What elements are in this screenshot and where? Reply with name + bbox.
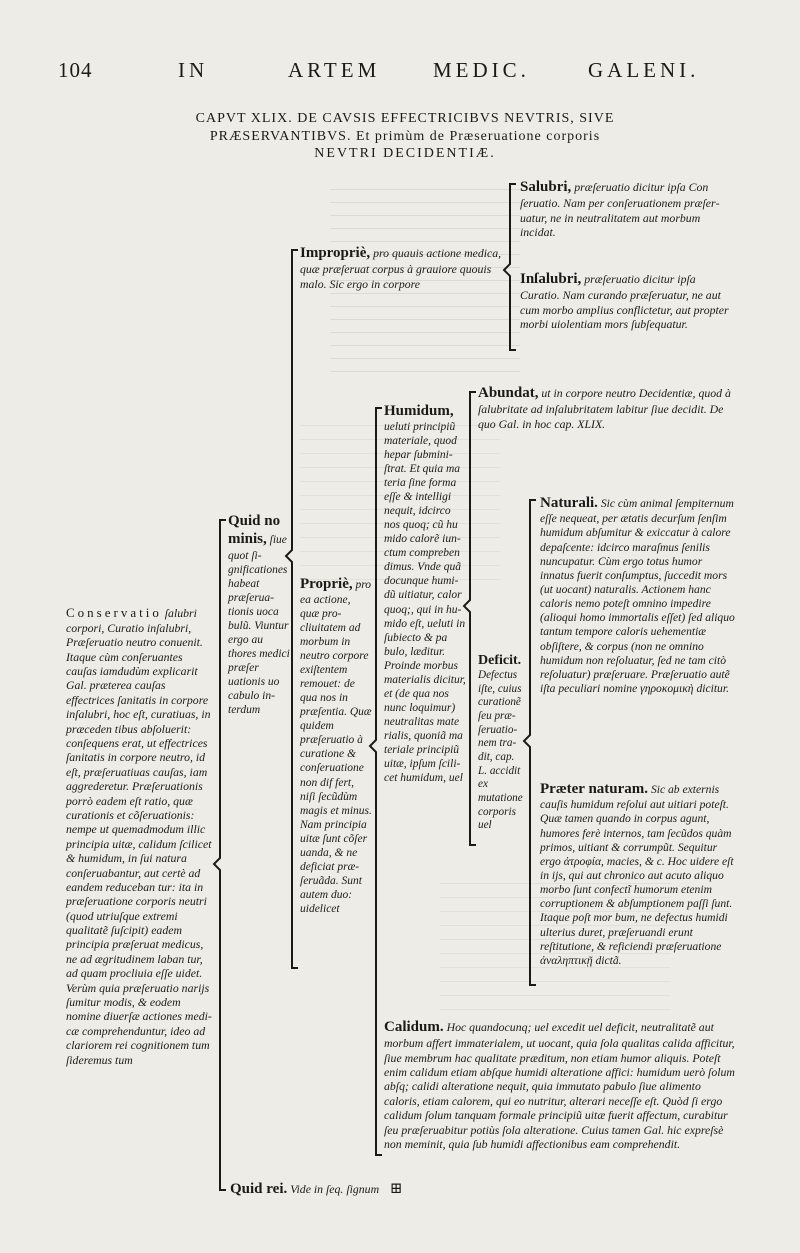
block-text: ſalubri corpori, Curatio inſalubri, Præſeruatio neutro conuenit. Itaque cùm conſeruantes cauſas iamdudùm explicarit Gal. præterea cauſas effectrices ſanitatis in corpore inſalubri, hoc eſt, curatiuas, in præceden tibus abſoluerit: conſequens erat, ut effectrices ſanitatis in corpore neutro, id eſt, præſeruatiuas cauſas, iam aggrederetur. Præſeruationis porrò eadem eſt ratio, quæ curationis et cõſeruationis: nempe ut quemadmodum illic principia uitæ, calidum ſcilicet & humidum, in ſui natura conſeruabantur, aut certè ad eandem reduceban tur: ita in præſeruatione corporis neutri (quod utriuſque extremi qualitatẽ ſuſcipit) eadem principia præſeruat medicus, ne ad ægritudinem laban tur, ad quam procliuia eſſe uidet. Verùm quia præſeruatio narijs ſumitur modis, & eodem nomine diuerſæ actiones medicæ comprehenduntur, ideo ad clariorem rei cognitionem tum ſideremus tum xyxy=(66,606,212,1067)
block-head: Naturali. xyxy=(540,495,598,511)
block-text: ut in corpore neutro Decidentiæ, quod à ſalubritate ad inſalubritatem labitur ſiue decidit. De quo Gal. in hoc cap. XLIX. xyxy=(478,386,731,431)
block-head: Humidum, xyxy=(384,403,454,419)
chapter-title-line: CAPVT XLIX. DE CAVSIS EFFECTRICIBVS NEVTRIS, SIVE xyxy=(195,111,615,126)
quid-rei-block xyxy=(230,1180,490,1198)
proprie-block xyxy=(300,575,372,916)
chapter-title-line: PRÆSERVANTIBVS. Et primùm de Præseruatione corporis xyxy=(209,128,601,144)
block-head: Quid rei. xyxy=(230,1181,288,1197)
cross-reference-sign: ⊞ xyxy=(390,1181,403,1197)
page-number: 104 xyxy=(58,58,93,82)
abundat-block xyxy=(478,384,734,431)
block-head: Quid no minis, xyxy=(228,513,281,548)
chapter-title xyxy=(95,110,715,163)
block-head: Inſalubri, xyxy=(520,271,582,287)
block-text: pro ea actione, quæ procliuitatem ad morbum in neutro corpore exiſtentem remouet: de qua nos in præſentia. Quæ quidem præſeruatio à curatione & conſeruatione non dif fert, niſi ſecũdùm magis et minus. Nam principia uitæ ſunt cõſer uanda, & ne deficiat præſeruãda. Sunt autem duo: uidelicet xyxy=(300,579,372,915)
block-text: Sic cùm animal ſempiternum eſſe nequeat, per ætatis decurſum ſenſim humidum abſumitur & exiccatur à calore depaſcente: idcirco maraſmus ſenilis nuncupatur. Cùm ergo totus humor innatus fuerit conſumptus, ſuccedit mors (ut uocant) naturalis. Actionem hanc caloris nemo poteſt omnino impedire (alioqui homo immortalis eſſet) ſed aliquo tantum tempore caloris uehementiæ obſiſtere, & corpus (non ne omnino humidum non reſoluatur, ſed ne tam citò reſoluatur) præſeruare. Præſeruatio autẽ iſta peculiari nomine γηροκομικὴ dicitur. xyxy=(540,497,735,695)
block-head: Calidum. xyxy=(384,1019,444,1035)
block-head: Abundat, xyxy=(478,385,539,401)
calidum-block xyxy=(384,1018,736,1151)
block-text: pro quauis actione medica, quæ præſeruat corpus à grauiore quouis malo. Sic ergo in corpore xyxy=(300,246,502,291)
block-text: Sic ab externis cauſis humidum reſolui aut uitiari poteſt. Quæ tamen quando in corpus agunt, humores ferè internos, tam ſecũdos quàm primos, uitiant & corrumpũt. Sequitur ergo ἀτροφία, macies, & c. Hoc uidere eſt in ijs, qui aut chronico aut acuto aliquo morbo ſunt confectĩ humorum etenim corruptionem & abſumptionem paſſi ſunt. Itaque poſt mor bum, ne defectus humidi ulterius duret, præſeruandi erunt reſtitutione, & reficiendi præſeruatione ἀναληπτικῇ dictã. xyxy=(540,783,734,967)
running-head-word: ARTEM xyxy=(288,58,381,82)
block-head: Præter naturam. xyxy=(540,781,649,797)
block-text: ſiue quot ſignificationes habeat præſeruationis uoca bulũ. Viuntur ergo au thores medici præſer uationis uo cabulo interdum xyxy=(228,534,290,716)
running-head xyxy=(58,58,758,88)
quid-nominis-block xyxy=(228,512,290,717)
block-text: ueluti principiũ materiale, quod hepar ſubminiſtrat. Et quia ma teria ſine forma eſſe & intelligi nequit, idcirco nos quoq; cũ hu mido calorẽ iunctum compreben dimus. Vnde quã docunque humidũ uitiatur, calor quoq;, qui in humido eſt, ueluti in ſubiecto & pa bulo, læditur. Proinde morbus materialis dicitur, et (de qua nos nunc loquimur) neutralitas mate rialis, quoniã ma teriale principiũ uitæ, ipſum ſcilicet humidum, uel xyxy=(384,421,466,784)
naturali-block xyxy=(540,494,736,696)
running-head-word: IN xyxy=(178,58,209,82)
block-text: Defectus iſte, cuius curationẽ ſeu præſeruationem tradit, cap. L. accidit ex mutatione corporis uel xyxy=(478,669,523,832)
main-brace xyxy=(214,520,226,1190)
chapter-title-line: NEVTRI DECIDENTIÆ. xyxy=(314,146,496,161)
block-head: Deficit. xyxy=(478,653,522,668)
block-text: Hoc quandocunq; uel excedit uel deficit, neutralitatẽ aut morbum affert immaterialem, ut uocant, quia ſola qualitas calida afficitur, ſiue membrum hac qualitate præditum, non etiam humor aliquis. Poteſt enim calidum etiam abſque humidi alteratione affici: humidum uerò ſolum abſq; calidi alteratione nequit, quia immutato pabulo ſiue alimento caloris, etiam calorem, qui eo nutritur, alterari neceſſe eſt. Quòd ſi ergo calidum ſolum tanquam formale principiũ uitæ fuerit affectum, curabitur ſeu præſeruabitur potiùs ſola alteratione. Cuius tamen Gal. hic expreſsè non meminit, quia ſub humidi affectionibus eam comprehendit. xyxy=(384,1020,735,1152)
block-text: Vide in ſeq. ſignum xyxy=(290,1182,380,1196)
running-head-word: MEDIC. xyxy=(433,58,530,82)
block-head: Salubri, xyxy=(520,179,572,195)
block-text: præſeruatio dicitur ipſa Con ſeruatio. Nam per conſeruationem præſeruatur, ne in neutralitatem aut morbum incidat. xyxy=(520,180,720,240)
block-head: Impropriè, xyxy=(300,245,371,261)
humidum-block xyxy=(384,402,466,785)
improprie-block xyxy=(300,244,510,291)
block-head: Propriè, xyxy=(300,576,353,592)
praeter-naturam-block xyxy=(540,780,736,968)
running-head-word: GALENI. xyxy=(588,58,700,82)
insalubri-block xyxy=(520,270,732,331)
conservatio-block xyxy=(66,605,214,1067)
block-head: Conservatio xyxy=(66,605,162,620)
deficit-block xyxy=(478,652,526,833)
salubri-block xyxy=(520,178,732,239)
block-text: præſeruatio dicitur ipſa Curatio. Nam curando præſeruatur, ne aut cum morbo amplius conflictetur, aut propter morbi uiolentiam mors ſubſequatur. xyxy=(520,272,729,332)
